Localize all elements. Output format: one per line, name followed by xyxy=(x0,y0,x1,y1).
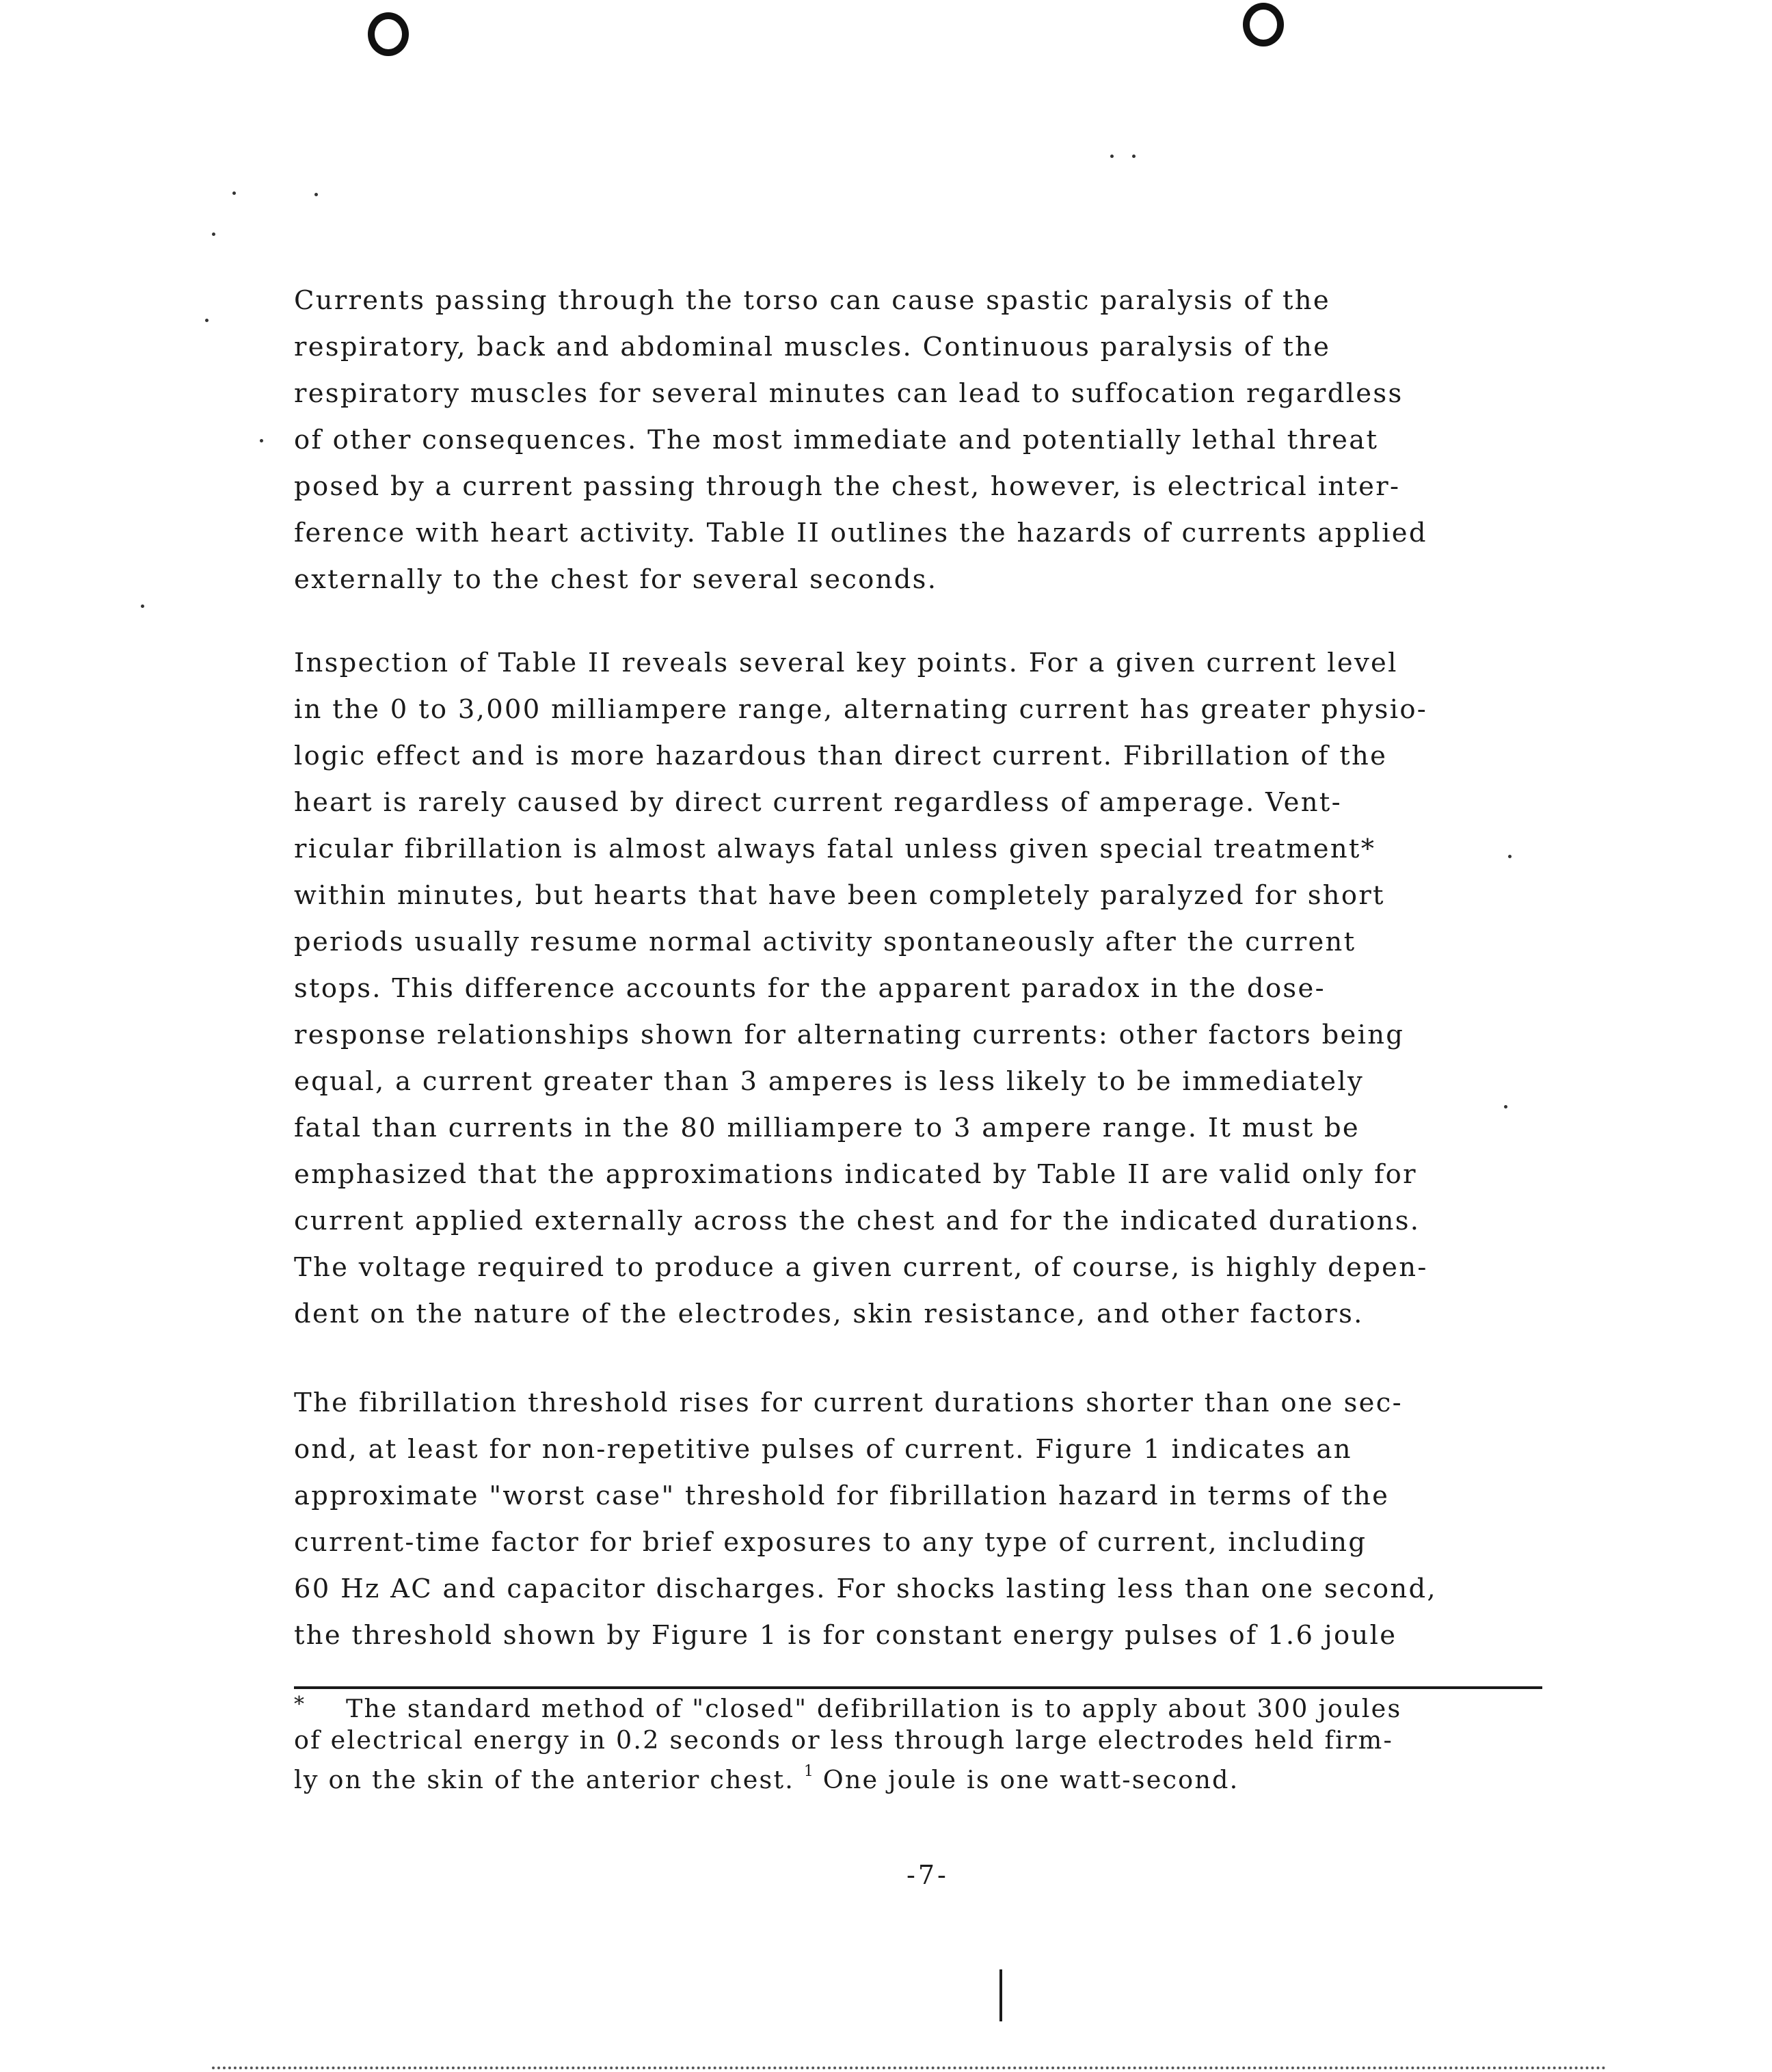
binding-mark xyxy=(999,1969,1002,2021)
text-line: approximate "worst case" threshold for fibrillation hazard in terms of the xyxy=(294,1480,1390,1511)
text-line: ference with heart activity. Table II outlines the hazards of currents applied xyxy=(294,518,1427,548)
footnote xyxy=(294,1693,1552,1796)
text-line: within minutes, but hearts that have been completely paralyzed for short xyxy=(294,880,1385,911)
scan-speck xyxy=(314,193,318,196)
footnote-text: One joule is one watt-second. xyxy=(822,1765,1239,1794)
footnote-line: of electrical energy in 0.2 seconds or less through large electrodes held firm- xyxy=(294,1725,1394,1755)
text-line: Currents passing through the torso can cause spastic paralysis of the xyxy=(294,285,1330,316)
text-line: equal, a current greater than 3 amperes is less likely to be immediately xyxy=(294,1066,1365,1097)
scan-speck xyxy=(212,233,215,236)
text-line: emphasized that the approximations indicated by Table II are valid only for xyxy=(294,1159,1417,1190)
footnote-text: ly on the skin of the anterior chest. xyxy=(294,1765,795,1794)
scan-speck xyxy=(232,191,236,195)
text-line: ond, at least for non-repetitive pulses of current. Figure 1 indicates an xyxy=(294,1434,1352,1465)
text-line: The fibrillation threshold rises for current durations shorter than one sec- xyxy=(294,1387,1403,1418)
body-paragraph xyxy=(294,1380,1552,1659)
scan-speck xyxy=(141,605,144,608)
binder-hole-right xyxy=(1243,3,1284,47)
text-line: 60 Hz AC and capacitor discharges. For shocks lasting less than one second, xyxy=(294,1573,1437,1604)
text-line: respiratory, back and abdominal muscles. Continuous paralysis of the xyxy=(294,332,1331,362)
text-line: posed by a current passing through the chest, however, is electrical inter- xyxy=(294,471,1401,502)
text-line: fatal than currents in the 80 milliampere to 3 ampere range. It must be xyxy=(294,1113,1360,1143)
text-line: periods usually resume normal activity spontaneously after the current xyxy=(294,927,1356,957)
text-line: in the 0 to 3,000 milliampere range, alternating current has greater physio- xyxy=(294,694,1428,725)
text-line: respiratory muscles for several minutes can lead to suffocation regardless xyxy=(294,378,1404,409)
binder-hole-left xyxy=(368,12,409,56)
text-line: externally to the chest for several seconds. xyxy=(294,564,938,595)
body-paragraph xyxy=(294,640,1552,1338)
text-line: heart is rarely caused by direct current regardless of amperage. Vent- xyxy=(294,787,1342,818)
text-line: dent on the nature of the electrodes, skin resistance, and other factors. xyxy=(294,1299,1364,1329)
scan-edge-noise xyxy=(212,2067,1607,2069)
text-line: ricular fibrillation is almost always fatal unless given special treatment* xyxy=(294,834,1376,864)
scan-speck xyxy=(1110,155,1114,158)
text-line: response relationships shown for alternating currents: other factors being xyxy=(294,1020,1405,1050)
scan-speck xyxy=(260,439,263,442)
page-number: -7- xyxy=(907,1860,949,1890)
footnote-line: The standard method of "closed" defibrillation is to apply about 300 joules xyxy=(346,1694,1402,1723)
text-line: current applied externally across the chest and for the indicated durations. xyxy=(294,1206,1421,1236)
footnote-divider xyxy=(294,1686,1542,1689)
text-line: stops. This difference accounts for the apparent paradox in the dose- xyxy=(294,973,1326,1004)
text-line: Inspection of Table II reveals several key points. For a given current level xyxy=(294,648,1398,678)
scan-speck xyxy=(1132,155,1136,158)
text-line: of other consequences. The most immediate and potentially lethal threat xyxy=(294,425,1379,455)
text-line: The voltage required to produce a given current, of course, is highly depen- xyxy=(294,1252,1428,1283)
footnote-marker: * xyxy=(294,1692,304,1716)
body-paragraph xyxy=(294,278,1552,603)
footnote-line xyxy=(294,1756,1552,1796)
scan-speck xyxy=(205,319,209,322)
text-line: logic effect and is more hazardous than direct current. Fibrillation of the xyxy=(294,741,1388,771)
text-line: current-time factor for brief exposures to any type of current, including xyxy=(294,1527,1367,1558)
reference-number: 1 xyxy=(803,1763,814,1780)
text-line: the threshold shown by Figure 1 is for constant energy pulses of 1.6 joule xyxy=(294,1620,1397,1651)
